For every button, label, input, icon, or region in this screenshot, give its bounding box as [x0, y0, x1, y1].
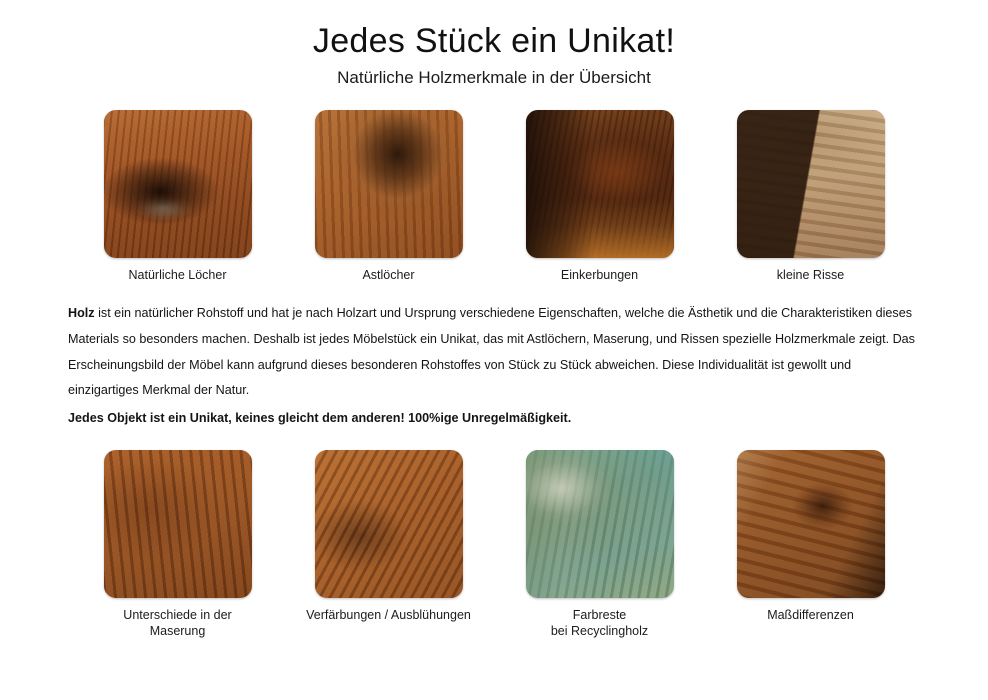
description-paragraph — [68, 301, 920, 404]
wood-texture — [104, 110, 252, 258]
wood-photo-massdifferenzen — [737, 450, 885, 598]
wood-texture — [526, 450, 674, 598]
paragraph-text: ist ein natürlicher Rohstoff und hat je nach Holzart und Ursprung verschiedene Eigenschaften, welche die Ästhetik und die Charakteristiken dieses Materials so besonders machen. Deshalb ist jedes Möbelstück ein Unikat, das mit Astlöchern, Maserung, und Rissen spezielle Holzmerkmale zeigt. Das Erscheinungsbild der Möbel kann aufgrund dieses besonderen Rohstoffes von Stück zu Stück abweichen. Diese Individualität ist gewollt und einzigartiges Merkmal der Natur. — [68, 306, 915, 398]
wood-feature-caption: Verfärbungen / Ausblühungen — [306, 608, 471, 623]
wood-photo-farbreste — [526, 450, 674, 598]
wood-feature-row-bottom — [0, 450, 988, 639]
wood-texture — [104, 450, 252, 598]
wood-photo-verfaerbungen — [315, 450, 463, 598]
lead-word: Holz — [68, 306, 95, 320]
wood-photo-astloecher — [315, 110, 463, 258]
wood-feature-item — [301, 110, 476, 283]
wood-feature-item — [90, 450, 265, 639]
wood-feature-caption: Unterschiede in der Maserung — [123, 608, 232, 639]
wood-photo-kleine-risse — [737, 110, 885, 258]
wood-feature-caption: Natürliche Löcher — [128, 268, 227, 282]
wood-feature-item — [301, 450, 476, 639]
wood-photo-natuerliche-loecher — [104, 110, 252, 258]
wood-texture — [737, 110, 885, 258]
wood-feature-item — [723, 450, 898, 639]
wood-feature-caption: Maßdifferenzen — [767, 608, 854, 623]
wood-feature-item — [512, 110, 687, 283]
wood-feature-caption: Farbreste bei Recyclingholz — [550, 608, 649, 639]
page-title: Jedes Stück ein Unikat! — [312, 22, 676, 60]
wood-texture — [315, 450, 463, 598]
page-subtitle: Natürliche Holzmerkmale in der Übersicht — [337, 68, 651, 87]
wood-photo-einkerbungen — [526, 110, 674, 258]
wood-feature-row-top — [0, 110, 988, 283]
wood-texture — [315, 110, 463, 258]
header — [0, 0, 988, 88]
wood-feature-caption: Einkerbungen — [560, 268, 639, 282]
wood-texture — [526, 110, 674, 258]
closing-statement: Jedes Objekt ist ein Unikat, keines gleicht dem anderen! 100%ige Unregelmäßigkeit. — [68, 411, 572, 426]
description-block — [68, 301, 920, 432]
wood-feature-caption: kleine Risse — [776, 268, 845, 282]
wood-photo-unterschiede-maserung — [104, 450, 252, 598]
wood-texture — [737, 450, 885, 598]
wood-feature-item — [512, 450, 687, 639]
wood-feature-item — [723, 110, 898, 283]
wood-feature-caption: Astlöcher — [362, 268, 415, 282]
wood-feature-item — [90, 110, 265, 283]
